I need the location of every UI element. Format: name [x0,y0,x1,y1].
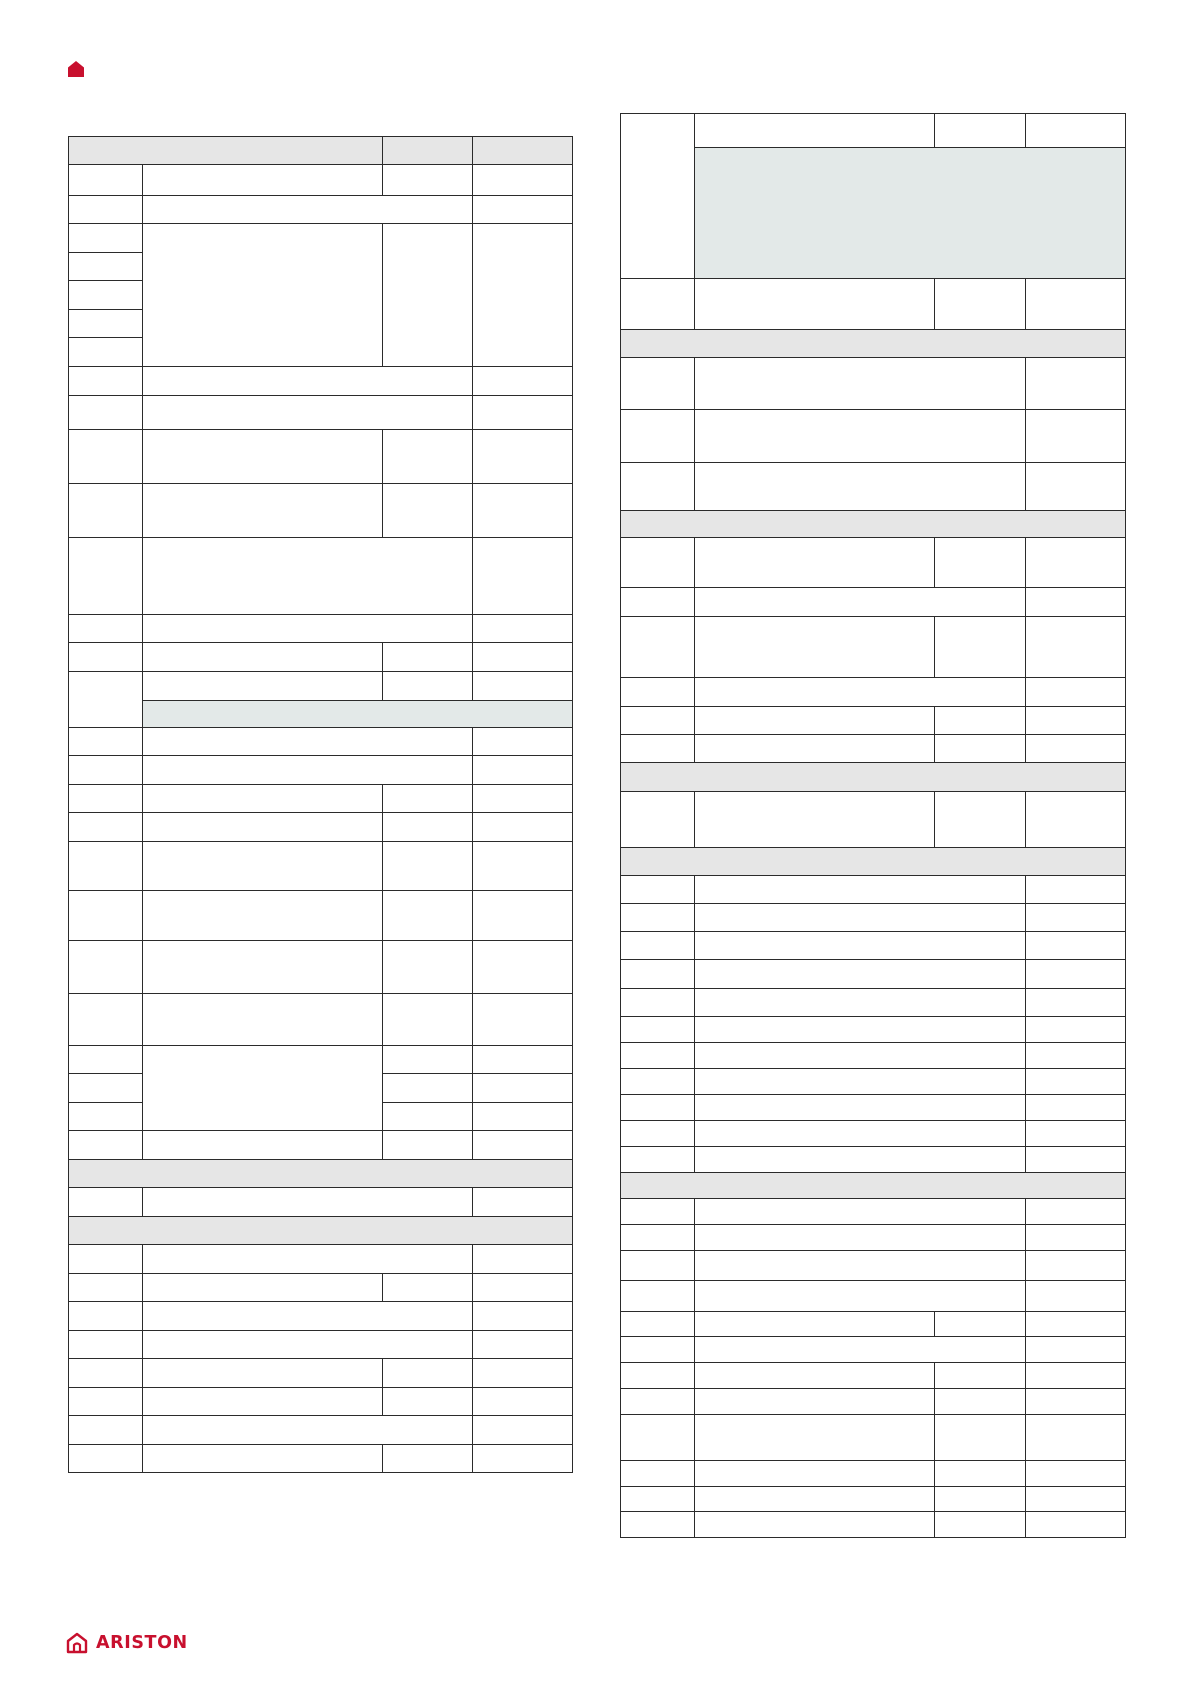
table-row [621,932,1126,960]
table-row [621,538,1126,588]
table-row [69,615,573,643]
table-row [69,196,573,224]
table-row [621,1069,1126,1095]
table-row [621,1487,1126,1512]
table-section-row [621,330,1126,358]
table-row [621,358,1126,410]
parameter-table-left [68,136,573,1473]
table-row [69,672,573,701]
table-section-row [621,511,1126,538]
table-row [69,994,573,1046]
table-row [69,1331,573,1359]
table-row [69,1302,573,1331]
table-row [69,538,573,615]
table-row [621,1415,1126,1461]
table-row [69,728,573,756]
table-row [69,1188,573,1217]
table-row [69,813,573,842]
table-row [69,1388,573,1416]
table-row [69,1416,573,1445]
table-row [621,1281,1126,1312]
home-icon [67,60,85,78]
table-row [69,1131,573,1160]
table-row [621,279,1126,330]
table-row [621,410,1126,463]
table-row [621,114,1126,148]
table-row [621,904,1126,932]
table-row [69,1359,573,1388]
table-row [69,224,573,253]
table-row [69,842,573,891]
table-header-row [69,137,573,165]
table-row [621,1251,1126,1281]
table-row [69,1445,573,1473]
table-row [621,1121,1126,1147]
table-row [69,941,573,994]
table-section-row [621,848,1126,876]
table-row [621,707,1126,735]
table-row [621,1225,1126,1251]
table-row [69,165,573,196]
table-row [621,1512,1126,1538]
table-row [621,1337,1126,1363]
table-row [69,643,573,672]
table-row [621,989,1126,1017]
table-row [69,891,573,941]
table-row [621,1147,1126,1173]
table-row [621,1199,1126,1225]
table-row [621,1017,1126,1043]
table-row [69,1245,573,1274]
brand-name: ARISTON [96,1633,188,1653]
table-row [621,678,1126,707]
table-row [621,588,1126,617]
table-row [69,1274,573,1302]
table-row [69,756,573,785]
table-row [69,484,573,538]
table-row [69,367,573,396]
table-row [621,735,1126,763]
table-row [621,1461,1126,1487]
home-outline-icon [66,1632,88,1654]
table-section-row [621,1173,1126,1199]
table-row [621,876,1126,904]
table-row [621,1312,1126,1337]
table-row [621,792,1126,848]
table-row [69,701,573,728]
table-section-row [69,1160,573,1188]
table-row [621,1043,1126,1069]
table-row [621,148,1126,279]
table-row [621,1389,1126,1415]
table-section-row [69,1217,573,1245]
brand-logo [66,1632,188,1654]
table-row [69,430,573,484]
table-row [69,396,573,430]
table-row [621,1095,1126,1121]
table-row [621,1363,1126,1389]
table-row [69,1046,573,1074]
parameter-table-right [620,113,1126,1538]
table-row [621,617,1126,678]
table-row [621,960,1126,989]
table-section-row [621,763,1126,792]
table-row [69,785,573,813]
table-row [621,463,1126,511]
